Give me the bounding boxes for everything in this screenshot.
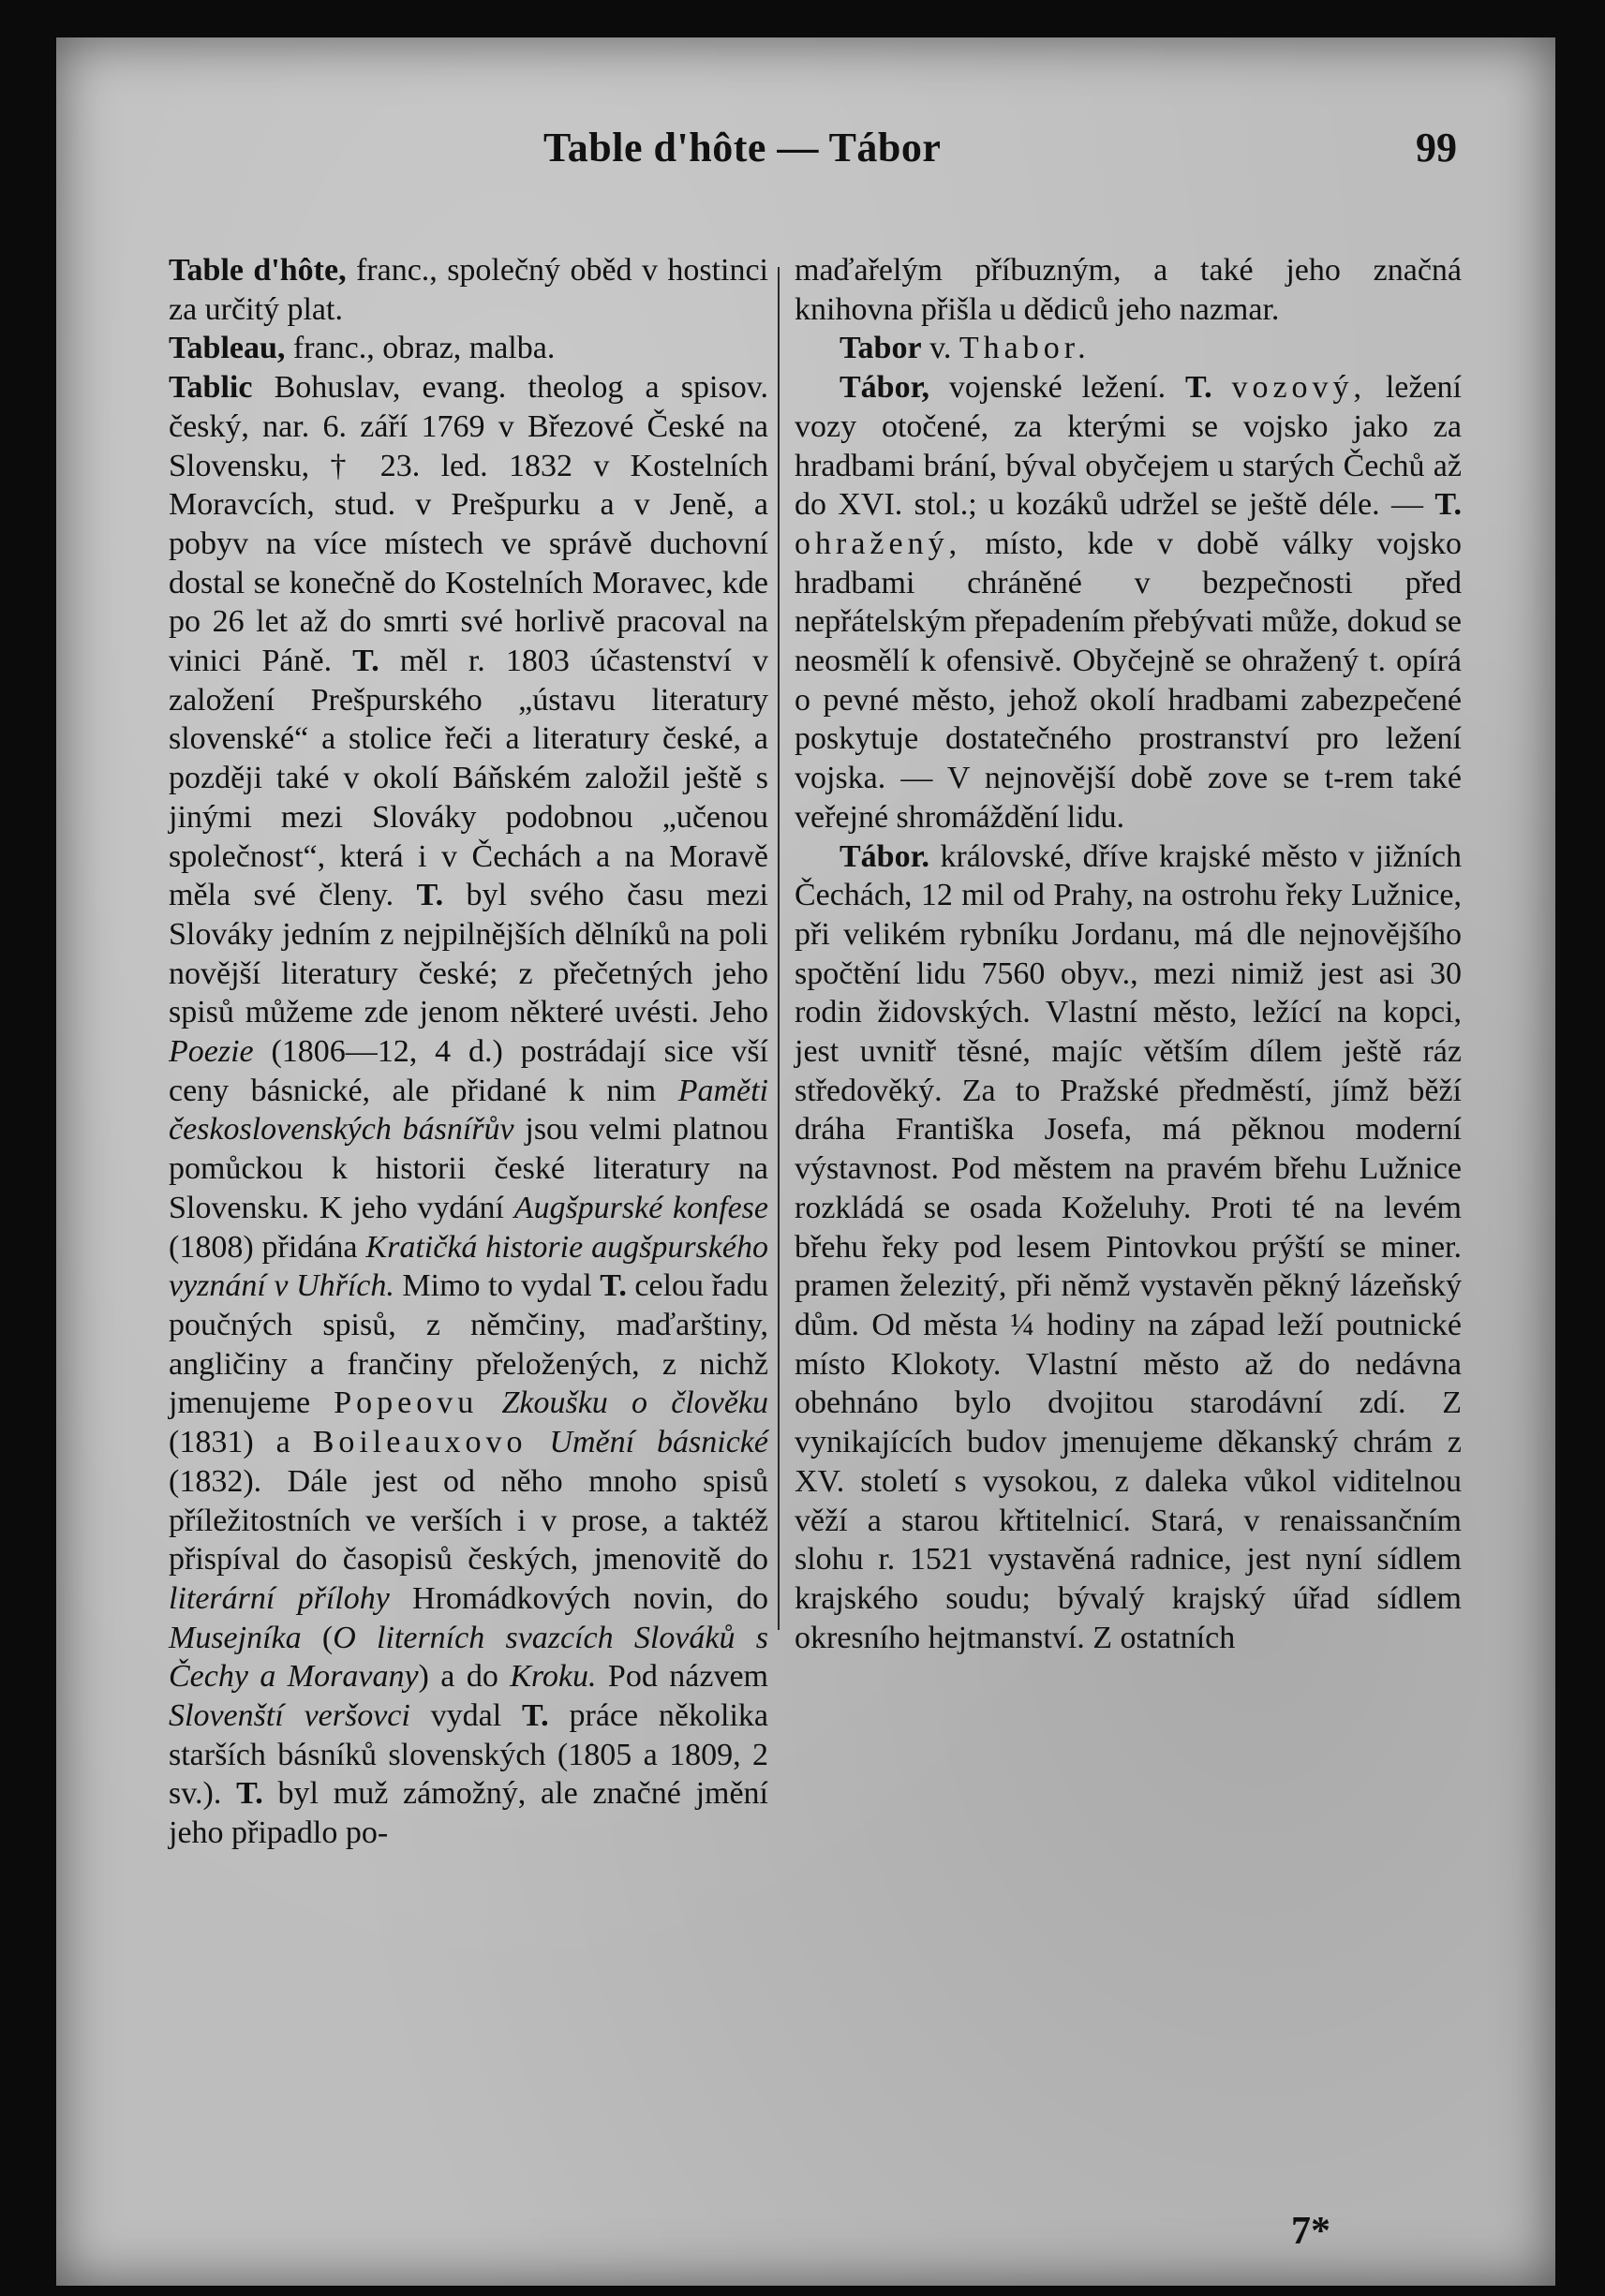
entry-tabor-camp xyxy=(795,368,1462,837)
work-title: Slovenští veršovci xyxy=(169,1698,410,1734)
entry-text: byl svého času mezi Slováky jedním z nejpilnějších dělníků na poli novější literatury české; z přečetných jeho spisů můžeme zde jenom některé uvésti. Jeho xyxy=(169,878,768,1030)
work-title: literární přílohy xyxy=(169,1580,390,1616)
headword: Table d'hôte, xyxy=(169,253,347,288)
entry-tablic xyxy=(169,368,768,1853)
entry-text: Bohuslav, evang. theolog a spisov. český, nar. 6. září 1769 v Březové České na Slovensku, † 23. led. 1832 v Kostelních Moravcích, stud. v Prešpurku a v Jeně, a pobyv na více místech ve správě duchovní dostal se konečně do Kostelních Moravec, kde po 26 let až do smrti své horlivě pracoval na vinici Páně. xyxy=(169,370,768,679)
abbrev-t: T. xyxy=(236,1776,263,1812)
entry-text: jsou velmi platnou pomůckou k historii české literatury na Slovensku. K jeho vydání xyxy=(169,1112,768,1225)
abbrev-t: T. xyxy=(1434,487,1462,523)
work-title: Kratičká historie augšpurského vyznání v Uhřích. xyxy=(169,1229,768,1304)
abbrev-t: T. xyxy=(352,644,379,679)
entry-text xyxy=(478,1385,501,1420)
work-title: Umění básnické xyxy=(549,1425,768,1460)
page-number: 99 xyxy=(1416,125,1457,170)
abbrev-t: T. xyxy=(416,878,444,913)
entry-text: práce několika starších básníků slovenských (1805 a 1809, 2 sv.). xyxy=(169,1698,768,1812)
entry-text: Pod názvem xyxy=(596,1659,768,1695)
entry-tabor-town xyxy=(795,837,1462,1658)
entry-text: vojenské ležení. xyxy=(929,370,1185,406)
continuation-text: maďařelým příbuzným, a také jeho značná knihovna přišla u dědiců jeho nazmar. xyxy=(795,253,1462,327)
page-header xyxy=(56,124,1555,189)
entry-text: (1806—12, 4 d.) postrádají sice vší ceny básnické, ale přidané k nim xyxy=(169,1034,768,1108)
entry-text: v. xyxy=(921,331,959,366)
spaced-name: Popeovu xyxy=(334,1385,479,1421)
running-title: Table d'hôte — Tábor xyxy=(543,125,942,170)
entry-text: ) a do xyxy=(418,1659,511,1695)
abbrev-t: T. xyxy=(522,1698,549,1734)
headword: Tabor xyxy=(840,331,922,366)
entry-text: vydal xyxy=(409,1698,523,1734)
entry-tableau xyxy=(169,329,768,368)
entry-tabor-ref xyxy=(795,329,1462,368)
signature-mark: 7* xyxy=(1291,2210,1330,2253)
spaced-name: Thabor. xyxy=(959,331,1091,366)
entry-text: ležení vozy otočené, za kterými se vojsko jako za hradbami brání, býval obyčejem u starých Čechů až do XVI. stol.; u kozáků udržel se ještě déle. — xyxy=(795,370,1462,523)
entry-text: místo, kde v době války vojsko hradbami chráněné v bezpečnosti před nepřátelským přepadením přebývati může, dokud se neosmělí k ofensivě. Obyčejně se ohražený t. opírá o pevné město, jehož okolí hradbami zabezpečené poskytuje dostatečného prostranství pro ležení vojska. — V nejnovější době zove se t-rem také veřejné shromáždění lidu. xyxy=(795,526,1462,835)
entry-text xyxy=(527,1425,549,1459)
right-column xyxy=(795,251,1462,1657)
entry-text: franc., společný oběd v hostinci za určitý plat. xyxy=(169,253,768,327)
book-page xyxy=(56,37,1555,2286)
entry-text: ( xyxy=(301,1620,334,1655)
column-divider xyxy=(778,267,780,1630)
entry-table-dhote xyxy=(169,251,768,329)
headword: Tábor, xyxy=(840,370,930,406)
abbrev-t: T. xyxy=(600,1268,627,1304)
entry-text: (1808) přidána xyxy=(169,1229,366,1265)
work-title: Paměti československých básnířův xyxy=(169,1073,768,1148)
work-title: Augšpurské konfese xyxy=(513,1190,768,1225)
entry-text: celou řadu poučných spisů, z němčiny, maďarštiny, angličiny a frančiny přeložených, z nichž jmenujeme xyxy=(169,1268,768,1421)
entry-text: královské, dříve krajské město v jižních Čechách, 12 mil od Prahy, na ostrohu řeky Lužnice, při velikém rybníku Jordanu, má dle nejnovějšího spočtění lidu 7560 obyv., mezi nimiž jest asi 30 rodin židovských. Vlastní město, ležící na kopci, jest uvnitř těsné, majíc větším dílem ještě ráz středověký. Za to Pražské předměstí, jímž běží dráha Františka Josefa, má pěknou moderní výstavnost. Pod městem na pravém břehu Lužnice rozkládá se osada Koželuhy. Proti té na levém břehu řeky pod lesem Pintovkou prýští se miner. pramen železitý, při němž vystavěn pěkný lázeňský dům. Od města ¼ hodiny na západ leží poutnické místo Klokoty. Vlastní město až do nedávna obehnáno bylo dvojitou starodávní zdí. Z vynikajících budov jmenujeme děkanský chrám z XV. století s vysokou, z daleka vůkol viditelnou věží a starou křtitelnicí. Stará, v renaissančním slohu r. 1521 vystavěná radnice, jest nyní sídlem krajského soudu; bývalý krajský úřad sídlem okresního hejtmanství. Z ostatních xyxy=(795,838,1462,1655)
spaced-term: vozový, xyxy=(1231,370,1367,406)
left-column xyxy=(169,251,768,1853)
spaced-term: ohražený, xyxy=(795,526,962,561)
abbrev-t: T. xyxy=(1184,370,1212,406)
entry-text: byl muž zámožný, ale značné jmění jeho připadlo po- xyxy=(169,1776,768,1851)
work-title: O literních svazcích Slováků s Čechy a Moravany xyxy=(169,1620,768,1695)
headword: Tábor. xyxy=(840,838,930,874)
spaced-name: Boileauxovo xyxy=(312,1425,528,1460)
entry-text: Hromádkových novin, do xyxy=(389,1580,769,1616)
work-title: Kroku. xyxy=(510,1659,597,1695)
entry-text: (1832). Dále jest od něho mnoho spisů příležitostních ve verších i v prose, a taktéž přispíval do časopisů českých, jmenovitě do xyxy=(169,1463,768,1578)
work-title: Zkoušku o člověku xyxy=(501,1385,768,1421)
entry-text: Mimo to vydal xyxy=(394,1268,601,1304)
work-title: Poezie xyxy=(169,1034,254,1070)
entry-text xyxy=(1212,370,1232,405)
entry-text: (1831) a xyxy=(169,1425,313,1460)
headword: Tablic xyxy=(169,370,253,406)
headword: Tableau, xyxy=(169,331,286,366)
entry-text: měl r. 1803 účastenství v založení Prešpurského „ústavu literatury slovenské“ a stolice řeči a literatury české, a později také v okolí Báňském založil ještě s jinými mezi Slováky podobnou „učenou společnost“, která i v Čechách a na Moravě měla své členy. xyxy=(169,644,768,913)
entry-text: franc., obraz, malba. xyxy=(285,331,556,366)
work-title: Musejníka xyxy=(169,1620,302,1655)
